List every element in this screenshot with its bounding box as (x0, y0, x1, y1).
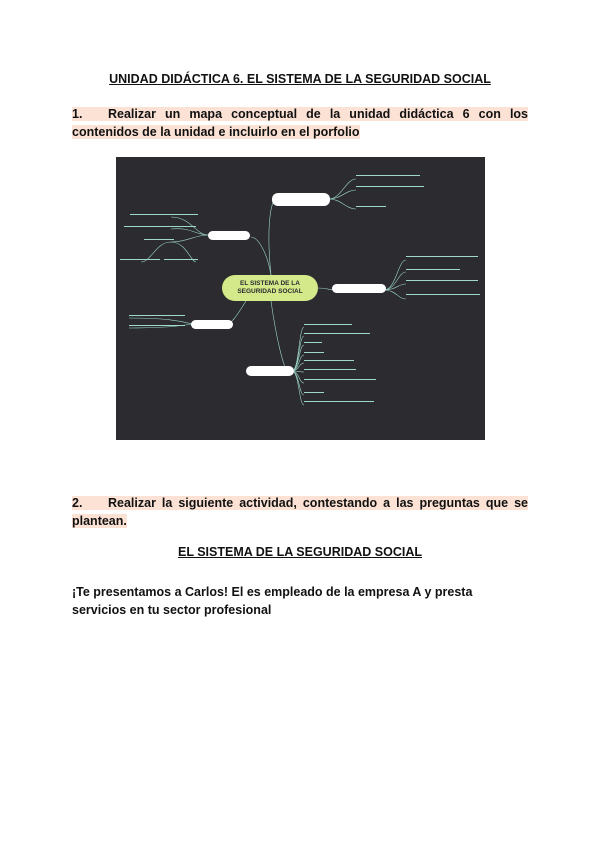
mind-map-leaf (164, 258, 198, 260)
mind-map-leaf (124, 225, 196, 227)
mind-map-branch-node (208, 231, 250, 240)
section-subtitle: EL SISTEMA DE LA SEGURIDAD SOCIAL (177, 545, 422, 559)
mind-map-leaf (304, 400, 374, 402)
mind-map-branch-node (191, 320, 233, 329)
mind-map-leaf (304, 341, 322, 343)
mind-map-leaf (130, 213, 198, 215)
mind-map-leaf (304, 378, 376, 380)
mind-map-leaf (304, 323, 352, 325)
mind-map-leaf (120, 258, 160, 260)
mind-map-branch-node (332, 284, 386, 293)
mind-map-center-node: EL SISTEMA DE LA SEGURIDAD SOCIAL (222, 275, 318, 301)
task-1-text: Realizar un mapa conceptual de la unidad didáctica 6 con los contenidos de la unidad e incluirlo en el porfolio (72, 107, 528, 139)
mind-map-branch-node (246, 366, 294, 376)
mind-map-leaf (356, 185, 424, 187)
task-2-text: Realizar la siguiente actividad, contestando a las preguntas que se plantean. (72, 496, 528, 528)
task-2 (72, 494, 528, 530)
mind-map-leaf (129, 314, 185, 316)
task-2-number: 2. (72, 496, 83, 510)
mind-map-leaf (304, 391, 324, 393)
mind-map-leaf (144, 238, 174, 240)
mind-map-leaf (406, 279, 478, 281)
document-title: UNIDAD DIDÁCTICA 6. EL SISTEMA DE LA SEGURIDAD SOCIAL (109, 72, 491, 86)
task-1-number: 1. (72, 107, 83, 121)
mind-map-leaf (406, 293, 480, 295)
task-1 (72, 105, 528, 141)
mind-map-leaf (304, 351, 324, 353)
mind-map-leaf (129, 324, 185, 326)
mind-map-leaf (304, 332, 370, 334)
mind-map-leaf (356, 174, 420, 176)
mind-map-branch-node (272, 193, 330, 206)
mind-map-leaf (406, 255, 478, 257)
mind-map-leaf (406, 268, 460, 270)
intro-paragraph: ¡Te presentamos a Carlos! El es empleado de la empresa A y presta servicios en tu sector profesional (72, 585, 473, 617)
mind-map-leaf (356, 205, 386, 207)
mind-map-image (116, 157, 485, 440)
mind-map-leaf (304, 368, 356, 370)
mind-map-leaf (304, 359, 354, 361)
